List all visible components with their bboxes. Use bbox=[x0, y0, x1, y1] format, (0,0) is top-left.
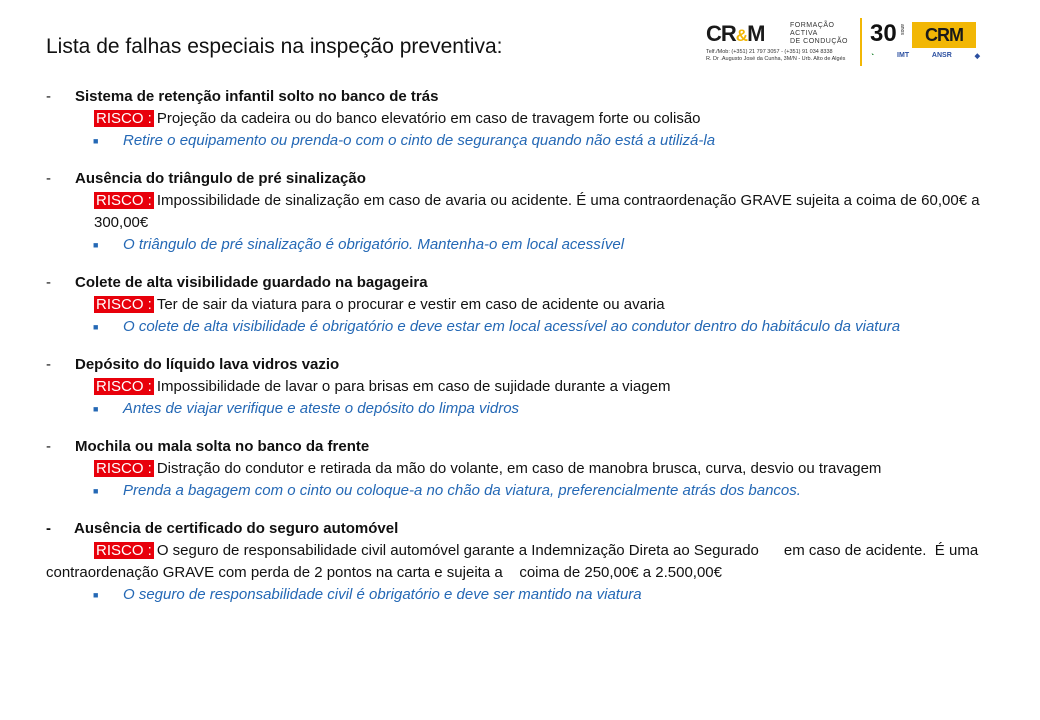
dash-marker: - bbox=[46, 438, 51, 455]
logo-contact: Telf./Mob: (+351) 21 797 3057 - (+351) 91 034 8338 R. Dr .Augusto José da Cunha, 3M/N - Urb. Alto de Algés bbox=[706, 49, 846, 62]
risk-line bbox=[46, 540, 996, 584]
list-item bbox=[46, 436, 996, 502]
risk-text: Impossibilidade de lavar o para brisas em caso de sujidade durante a viagem bbox=[156, 378, 671, 395]
anniversary-number: 30 bbox=[870, 20, 897, 47]
tip-line bbox=[46, 584, 996, 606]
logo-tagline: FORMAÇÃO ACTIVA DE CONDUÇÃO bbox=[790, 22, 849, 45]
risk-line bbox=[46, 190, 996, 234]
risk-text: Projeção da cadeira ou do banco elevatório em caso de travagem forte ou colisão bbox=[156, 110, 701, 127]
partner-logos bbox=[870, 52, 980, 60]
square-bullet-icon: ■ bbox=[93, 590, 99, 600]
page-title: Lista de falhas especiais na inspeção preventiva: bbox=[46, 35, 503, 58]
item-heading: Ausência do triângulo de pré sinalização bbox=[75, 170, 366, 187]
dash-marker: - bbox=[46, 520, 51, 537]
tip-text: Retire o equipamento ou prenda-o com o cinto de segurança quando não está a utilizá-la bbox=[123, 132, 716, 149]
risk-badge: RISCO : bbox=[96, 460, 152, 477]
faults-list bbox=[46, 86, 996, 622]
risk-text: O seguro de responsabilidade civil automóvel garante a Indemnização Direta ao Segurado em caso de acidente. É uma contraordenação GRAVE com perda de 2 pontos na carta e sujeita a coima de 250,00€ a 2.500,00€ bbox=[46, 542, 983, 581]
tip-line bbox=[46, 398, 996, 420]
anniversary-word: anos bbox=[899, 24, 905, 35]
square-bullet-icon: ■ bbox=[93, 404, 99, 414]
square-bullet-icon: ■ bbox=[93, 240, 99, 250]
crm-brand-logo: CR&M bbox=[706, 21, 765, 46]
list-item bbox=[46, 168, 996, 256]
risk-line bbox=[46, 376, 996, 398]
tip-line bbox=[46, 480, 996, 502]
square-bullet-icon: ■ bbox=[93, 486, 99, 496]
tip-text: Antes de viajar verifique e ateste o depósito do limpa vidros bbox=[123, 400, 520, 417]
item-heading: Mochila ou mala solta no banco da frente bbox=[75, 438, 370, 455]
list-item bbox=[46, 518, 996, 606]
risk-text: Distração do condutor e retirada da mão do volante, em caso de manobra brusca, curva, desvio ou travagem bbox=[156, 460, 882, 477]
tip-text: O triângulo de pré sinalização é obrigatório. Mantenha-o em local acessível bbox=[123, 236, 625, 253]
item-heading: Ausência de certificado do seguro automóvel bbox=[74, 520, 399, 537]
risk-line bbox=[46, 294, 996, 316]
risk-badge: RISCO : bbox=[96, 110, 152, 127]
square-bullet-icon: ■ bbox=[93, 136, 99, 146]
tip-line bbox=[46, 130, 996, 152]
risk-badge: RISCO : bbox=[96, 192, 152, 209]
tip-text: O colete de alta visibilidade é obrigatório e deve estar em local acessível ao condutor dentro do habitáculo da viatura bbox=[123, 318, 901, 335]
list-item bbox=[46, 272, 996, 338]
partner-logo-1: ◔ bbox=[870, 52, 875, 59]
square-bullet-icon: ■ bbox=[93, 322, 99, 332]
risk-badge: RISCO : bbox=[96, 378, 152, 395]
tip-text: O seguro de responsabilidade civil é obrigatório e deve ser mantido na viatura bbox=[123, 586, 642, 603]
partner-logo-4: ◆ bbox=[974, 53, 980, 60]
risk-line bbox=[46, 108, 996, 130]
anniversary-brand-logo: CRM bbox=[912, 22, 976, 48]
dash-marker: - bbox=[46, 356, 51, 373]
risk-text: Ter de sair da viatura para o procurar e vestir em caso de acidente ou avaria bbox=[156, 296, 665, 313]
item-heading: Sistema de retenção infantil solto no banco de trás bbox=[75, 88, 439, 105]
risk-badge: RISCO : bbox=[96, 296, 152, 313]
list-item bbox=[46, 354, 996, 420]
item-heading: Colete de alta visibilidade guardado na bagageira bbox=[75, 274, 428, 291]
item-heading: Depósito do líquido lava vidros vazio bbox=[75, 356, 340, 373]
dash-marker: - bbox=[46, 274, 51, 291]
risk-text: Impossibilidade de sinalização em caso de avaria ou acidente. É uma contraordenação GRAVE sujeita a coima de 60,00€ a 300,00€ bbox=[94, 192, 980, 231]
list-item bbox=[46, 86, 996, 152]
tip-line bbox=[46, 234, 996, 256]
dash-marker: - bbox=[46, 88, 51, 105]
imt-logo: IMT bbox=[897, 52, 910, 59]
tip-line bbox=[46, 316, 996, 338]
risk-badge: RISCO : bbox=[96, 542, 152, 559]
risk-line bbox=[46, 458, 996, 480]
logo-divider bbox=[860, 18, 862, 66]
tip-text: Prenda a bagagem com o cinto ou coloque-a no chão da viatura, preferencialmente atrás dos bancos. bbox=[123, 482, 801, 499]
crm-logo bbox=[704, 18, 984, 70]
dash-marker: - bbox=[46, 170, 51, 187]
ansr-logo: ANSR bbox=[931, 52, 952, 59]
